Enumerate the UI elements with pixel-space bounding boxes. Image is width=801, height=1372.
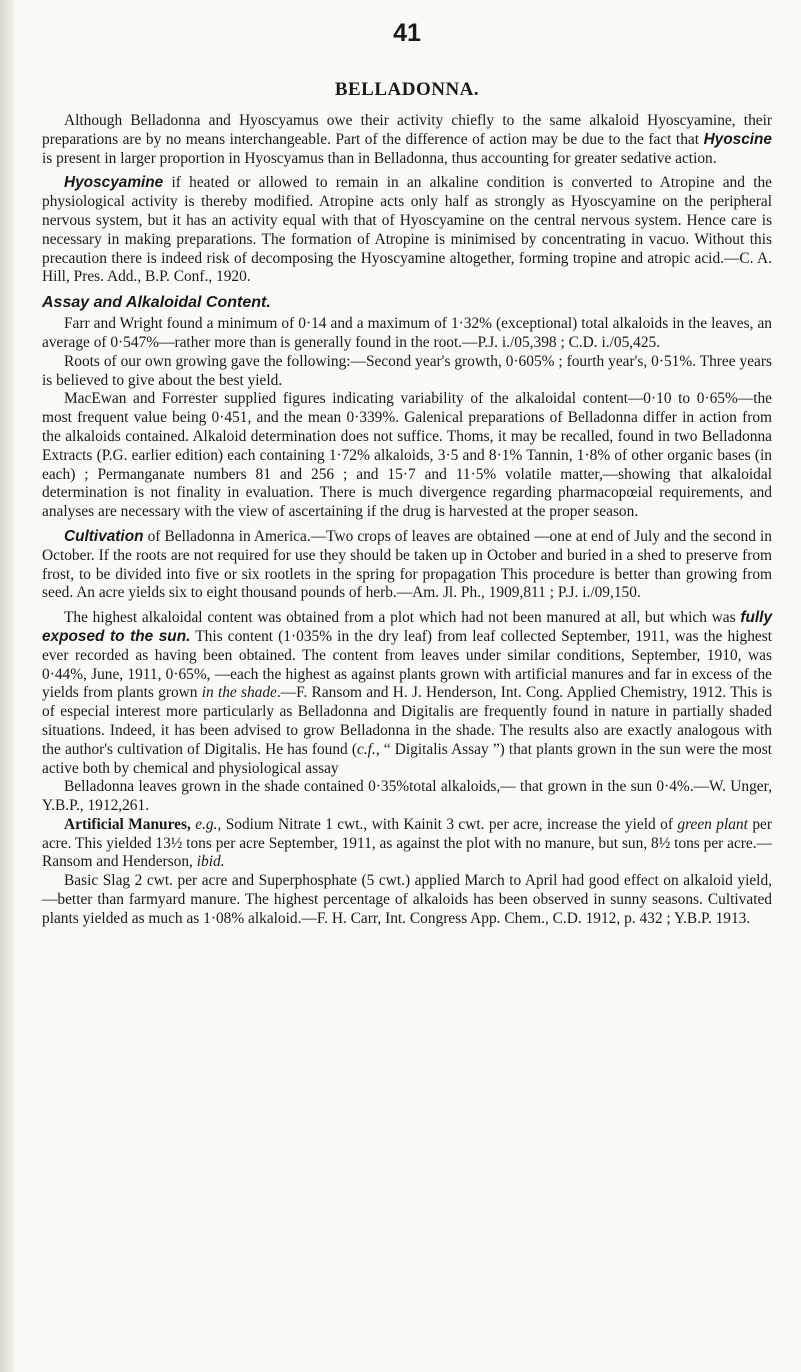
- italic-run: green plant: [677, 815, 748, 833]
- paragraph-intro: [42, 112, 772, 168]
- text-run: Although Belladonna and Hyoscyamus owe their activity chiefly to the same alkaloid Hyoscyamine, their preparations are by no means interchangeable. Part of the difference of action may be due to the fact that: [42, 112, 772, 148]
- section-heading-assay: Assay and Alkaloidal Content.: [42, 294, 271, 312]
- text-run: , “ Digitalis Assay ”) that plants grown in the sun were the most active both by chemical and physiological assay: [42, 740, 772, 777]
- bold-run: Artificial Manures,: [64, 815, 191, 833]
- highlight-sun: fully exposed to the sun.: [42, 609, 772, 645]
- page-margin-shadow: [0, 0, 14, 1372]
- italic-run: e.g.: [195, 815, 218, 833]
- book-page: [42, 14, 772, 929]
- text-run: The highest alkaloidal content was obtained from a plot which had not been manured at all, but which was: [64, 609, 741, 627]
- page-number: 41: [393, 19, 421, 47]
- highlight-hyoscine: Hyoscine: [703, 130, 772, 148]
- highlight-cultivation: Cultivation: [64, 527, 144, 545]
- paragraph-manures: [42, 816, 772, 872]
- italic-run: in the shade: [201, 684, 277, 702]
- italic-run: c.f.: [357, 740, 376, 758]
- paragraph-basic-slag: Basic Slag 2 cwt. per acre and Superphosphate (5 cwt.) applied March to April had good effect on alkaloid yield,—better than farmyard manure. The highest percentage of alkaloids has been observed in sunny seasons. Cultivated plants yielded as much as 1·08% alkaloid.—F. H. Carr, Int. Congress App. Chem., C.D. 1912, p. 432 ; Y.B.P. 1913.: [42, 872, 772, 927]
- highlight-hyoscyamine: Hyoscyamine: [64, 174, 164, 192]
- text-run: of Belladonna in America.—Two crops of leaves are obtained —one at end of July and the second in October. If the roots are not required for use they should be taken up in October and buried in a shed to preserve from frost, to be divided into five or six rootlets in the spring for propagation This procedure is better than growing from seed. An acre yields six to eight thousand pounds of herb.—Am. Jl. Ph., 1909,811 ; P.J. i./09,150.: [42, 527, 772, 602]
- page-title: BELLADONNA.: [334, 79, 480, 100]
- text-run: per acre. This yielded 13½ tons per acre September, 1911, as against the plot with no manure, but sun, 8½ tons per acre.—Ransom and Henderson,: [42, 815, 772, 871]
- paragraph-highest-content: [42, 609, 772, 778]
- paragraph-farr-wright: Farr and Wright found a minimum of 0·14 and a maximum of 1·32% (exceptional) total alkaloids in the leaves, an average of 0·547%—rather more than is generally found in the root.—P.J. i./05,398 ; C.D. i./05,425.: [42, 315, 772, 351]
- text-run: This content (1·035% in the dry leaf) from leaf collected September, 1911, was the highest ever recorded as having been obtained. The content from leaves under similar conditions, September, 1910, was 0·44%, June, 1911, 0·65%, —each the highest as against plants grown with artificial manures and far in excess of the yields from plants grown: [42, 627, 772, 702]
- paragraph-cultivation: [42, 528, 772, 603]
- text-run: if heated or allowed to remain in an alkaline condition is converted to Atropine and the physiological activity is thereby modified. Atropine acts only half as strongly as Hyoscyamine on the peripheral nervous system, but it has an activity equal with that of Hyoscyamine on the central nervous system. Hence care is necessary in making preparations. The formation of Atropine is minimised by concentrating in vacuo. Without this precaution there is indeed risk of decomposing the Hyoscyamine altogether, forming tropine and atropic acid.—C. A. Hill, Pres. Add., B.P. Conf., 1920.: [42, 174, 772, 286]
- text-run: , Sodium Nitrate 1 cwt., with Kainit 3 cwt. per acre, increase the yield of: [217, 815, 678, 833]
- text-run: .—F. Ransom and H. J. Henderson, Int. Cong. Applied Chemistry, 1912. This is of especial interest more particularly as Belladonna and Digitalis are frequently found in nature in partially shaded situations. Indeed, it has been advised to grow Belladonna in the shade. The results also are exactly analogous with the author's cultivation of Digitalis. He has found (: [42, 684, 772, 758]
- paragraph-roots: Roots of our own growing gave the following:—Second year's growth, 0·605% ; fourth year's, 0·51%. Three years is believed to give about the best yield.: [42, 352, 772, 389]
- text-run: is present in larger proportion in Hyoscyamus than in Belladonna, thus accounting for greater sedative action.: [42, 149, 717, 167]
- paragraph-macewan: MacEwan and Forrester supplied figures indicating variability of the alkaloidal content—0·10 to 0·65%—the most frequent value being 0·451, and the mean 0·339%. Galenical preparations of Belladonna differ in action from the alkaloids contained. Alkaloid determination does not suffice. Thoms, it may be recalled, found in two Belladonna Extracts (P.G. earlier edition) each containing 1·72% alkaloids, 3·5 and 8·1% Tannin, 1·8% of other organic bases (in each) ; Permanganate numbers 81 and 256 ; and 15·7 and 11·5% volatile matter,—showing that alkaloidal determination is not finality in evaluation. There is much divergence regarding pharmacopœial requirements, and analyses are necessary with the view of ascertaining if the drug is harvested at the proper season.: [42, 390, 772, 521]
- italic-run: ibid.: [196, 853, 225, 871]
- paragraph-shade: Belladonna leaves grown in the shade contained 0·35%total alkaloids,— that grown in the sun 0·4%.—W. Unger, Y.B.P., 1912,261.: [42, 778, 772, 815]
- paragraph-hyoscyamine: [42, 174, 772, 287]
